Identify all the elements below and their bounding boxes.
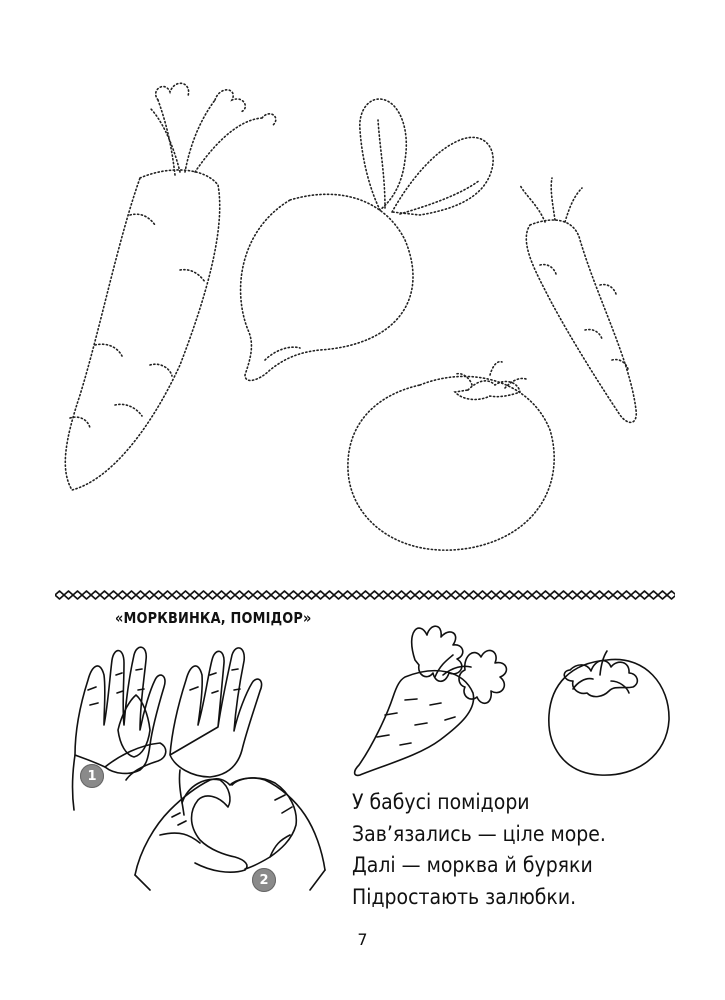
coloring-vegetables bbox=[345, 615, 690, 785]
step-1-badge: 1 bbox=[80, 764, 104, 788]
poem bbox=[352, 787, 606, 913]
finger-game-title: «МОРКВИНКА, ПОМІДОР» bbox=[115, 609, 312, 627]
dotted-tomato bbox=[348, 362, 554, 550]
finger-game-hands bbox=[60, 635, 340, 900]
page-number: 7 bbox=[357, 930, 368, 949]
dotted-beetroot bbox=[241, 99, 494, 380]
poem-line: У бабусі помідори bbox=[352, 790, 530, 814]
ornamental-divider bbox=[55, 586, 675, 604]
solid-tomato bbox=[549, 651, 669, 775]
solid-carrot bbox=[355, 626, 507, 775]
hands-step-2 bbox=[135, 778, 325, 890]
poem-line: Зав’язались — ціле море. bbox=[352, 821, 606, 846]
dotted-carrot-large bbox=[65, 83, 276, 490]
hands-step-1 bbox=[73, 647, 262, 815]
dotted-carrot-small bbox=[520, 178, 636, 422]
step-2-badge: 2 bbox=[252, 868, 276, 892]
poem-line: Далі — морква й буряки bbox=[352, 853, 593, 877]
poem-line: Підростають залюбки. bbox=[352, 884, 577, 909]
